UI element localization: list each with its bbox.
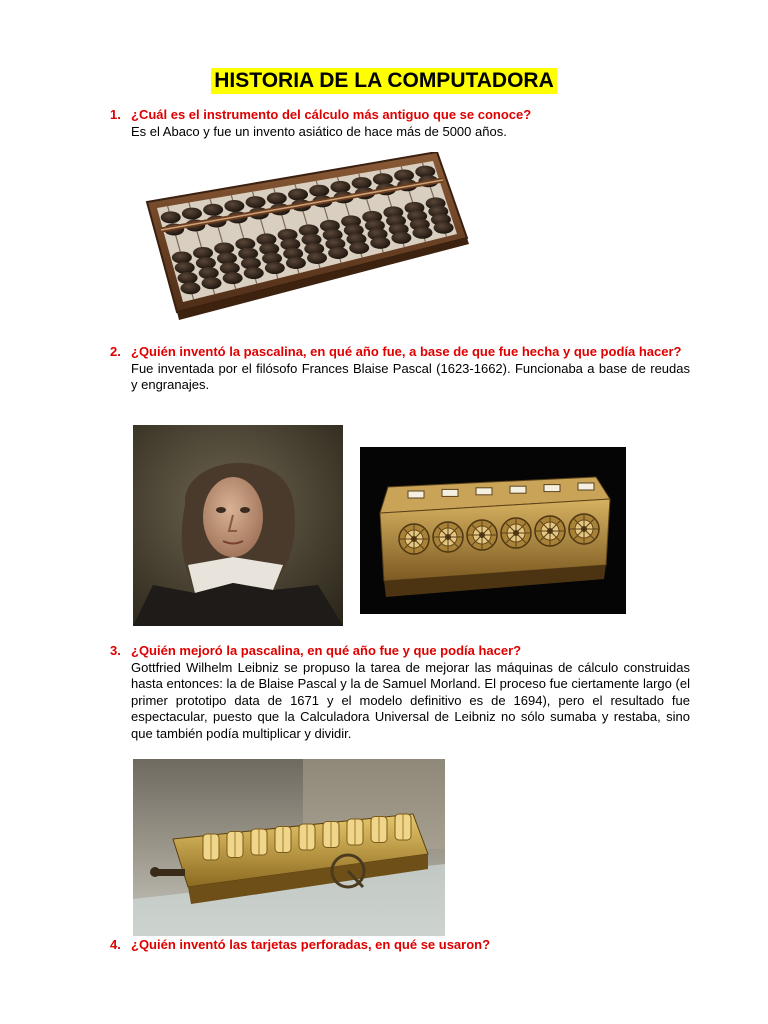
abacus-image — [135, 152, 470, 330]
question-3 — [110, 643, 690, 742]
pascaline-image — [360, 447, 626, 614]
question-text: ¿Quién inventó la pascalina, en qué año fue, a base de que fue hecha y que podía hacer? — [131, 344, 682, 359]
question-2 — [110, 344, 690, 394]
question-4 — [110, 937, 690, 954]
document-title: HISTORIA DE LA COMPUTADORA — [211, 68, 557, 94]
question-text: ¿Quién inventó las tarjetas perforadas, en qué se usaron? — [131, 937, 491, 952]
question-text: ¿Cuál es el instrumento del cálculo más antiguo que se conoce? — [131, 107, 532, 122]
question-number: 3. — [110, 643, 121, 658]
question-number: 2. — [110, 344, 121, 359]
question-number: 4. — [110, 937, 121, 952]
answer-text: Gottfried Wilhelm Leibniz se propuso la tarea de mejorar las máquinas de cálculo construidas hasta entonces: la de Blaise Pascal y la de Samuel Morland. El proceso fue ciertamente largo (el primer prototipo data de 1671 y el modelo definitivo es de 1694), pero el resultado fue espectacular, puesto que la Calculadora Universal de Leibniz no sólo sumaba y restaba, sino que también podía multiplicar y dividir. — [131, 659, 690, 741]
question-number: 1. — [110, 107, 121, 122]
title-wrapper — [0, 68, 768, 94]
answer-text: Fue inventada por el filósofo Frances Blaise Pascal (1623-1662). Funcionaba a base de reudas y engranajes. — [131, 360, 690, 392]
question-1 — [110, 107, 690, 140]
question-text: ¿Quién mejoró la pascalina, en qué año fue y que podía hacer? — [131, 643, 522, 658]
answer-text: Es el Abaco y fue un invento asiático de hace más de 5000 años. — [131, 123, 507, 139]
leibniz-calculator-image — [133, 759, 445, 936]
pascal-portrait-image — [133, 425, 343, 626]
